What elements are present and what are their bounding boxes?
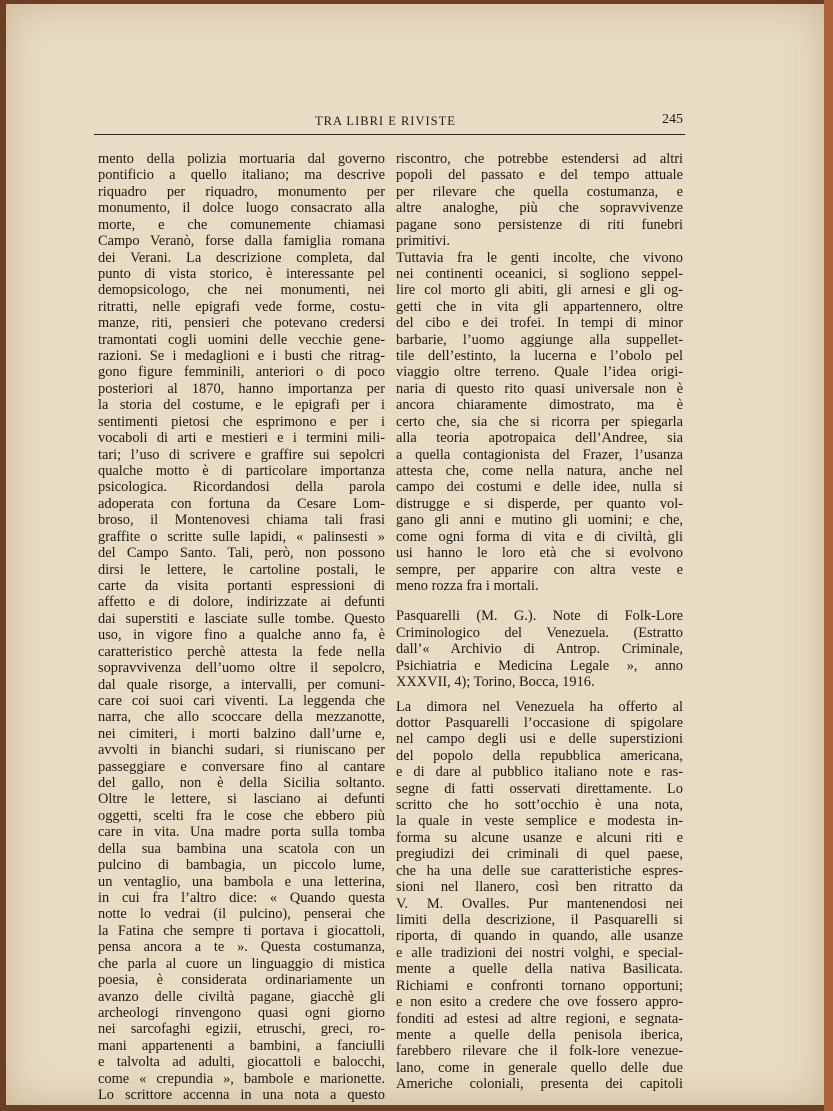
text-line: Lo scrittore accenna in una nota a questo xyxy=(98,1087,385,1104)
text-line: gono figure femminili, anteriori o di poco xyxy=(98,364,385,381)
text-line: posteriori al 1870, hanno importanza per xyxy=(98,380,385,397)
text-line: viaggio oltre terreno. Quale l’idea origi- xyxy=(396,364,683,381)
paragraph-gap xyxy=(396,691,683,699)
text-line: riporta, di quando in quando, alle usanze xyxy=(396,928,683,945)
text-line: oggetti, scelti fra le cose che ebbero più xyxy=(98,807,385,824)
text-line: pagane sono persistenze di riti funebri xyxy=(396,216,683,233)
text-line: la Fatina che sempre ti portava i giocattoli, xyxy=(98,922,385,939)
text-line: qualche motto è di particolare importanza xyxy=(98,463,385,480)
text-line: riscontro, che potrebbe estendersi ad altri xyxy=(396,151,683,167)
text-line: e alle tradizioni dei nostri volghi, e special- xyxy=(396,944,683,961)
text-line: tile dell’estinto, la lucerna e l’obolo pel xyxy=(396,348,683,365)
text-line: dall’« Archivio di Antrop. Criminale, xyxy=(396,641,683,658)
text-line: riquadro per riquadro, monumento per xyxy=(98,183,385,200)
text-line: psicologica. Ricordandosi della parola xyxy=(98,479,385,496)
text-line: razioni. Se i medaglioni e i busti che ritrag- xyxy=(98,348,385,365)
text-line: meno rozza fra i mortali. xyxy=(396,577,539,594)
text-line: Psichiatria e Medicina Legale », anno xyxy=(396,657,683,674)
text-line: Americhe coloniali, presenta dei capitoli xyxy=(396,1076,683,1093)
text-line: farebbero rilevare che il folk-lore venezue- xyxy=(396,1043,683,1060)
text-line: campo dei costumi e delle idee, nulla si xyxy=(396,479,683,496)
text-line: punto di vista storico, è interessante pel xyxy=(98,265,385,282)
text-line: nei cimiteri, i morti balzino dall’urne e, xyxy=(98,725,385,742)
text-line: e di dare al pubblico italiano note e ras- xyxy=(396,764,683,781)
text-line: primitivi. xyxy=(396,233,450,250)
text-line: caratteristico perchè attesta la fede nella xyxy=(98,643,385,660)
text-line: e non esito a credere che ove fossero appro- xyxy=(396,994,683,1011)
text-line: avanzo delle civiltà pagane, giacchè gli xyxy=(98,988,385,1005)
text-line: vocaboli di arti e mestieri e i termini mili- xyxy=(98,430,385,447)
text-line: manze, riti, pensieri che potevano credersi xyxy=(98,315,385,332)
text-line: La dimora nel Venezuela ha offerto al xyxy=(396,698,683,715)
text-line: morte, e che comunemente chiamasi xyxy=(98,216,385,233)
text-line: segne di fatti osservati direttamente. Lo xyxy=(396,780,683,797)
text-line: del Campo Santo. Tali, però, non possono xyxy=(98,545,385,562)
text-line: della sua bambina una scatola con un xyxy=(98,840,385,857)
text-line: popoli del passato e del tempo attuale xyxy=(396,167,683,184)
text-line: Criminologico del Venezuela. (Estratto xyxy=(396,624,683,641)
text-line: lano, come in generale quello delle due xyxy=(396,1059,683,1076)
text-line: ancora chiaramente dimostrato, ma è xyxy=(396,397,683,414)
text-line: sempre, per apparire con altra veste e xyxy=(396,561,683,578)
right-column xyxy=(396,151,683,1093)
text-line: del cibo e dei trofei. In tempi di minor xyxy=(396,315,683,332)
text-line: e talvolta ad adulti, giocattoli e balocchi, xyxy=(98,1054,385,1071)
text-line: gano gli anni e mutino gli uomini; e che, xyxy=(396,512,683,529)
text-line: del gallo, non è della Sicilia soltanto. xyxy=(98,775,385,792)
text-line: adoperata con fortuna da Cesare Lom- xyxy=(98,495,385,512)
text-line: affetto e di dolore, indirizzate ai defunti xyxy=(98,594,385,611)
text-line: nel campo degli usi e delle superstizioni xyxy=(396,731,683,748)
text-line: graffite o scritte sulle lapidi, « palinsesti » xyxy=(98,528,385,545)
text-line: demopsicologo, che nei monumenti, nei xyxy=(98,282,385,299)
text-line: uso, in vigore fino a qualche anno fa, è xyxy=(98,627,385,644)
text-line: per rilevare che quella costumanza, e xyxy=(396,183,683,200)
text-line: dal quale risorge, a intervalli, per comuni- xyxy=(98,676,385,693)
text-line: scritto che ho sott’occhio è una nota, xyxy=(396,797,683,814)
book-spine-edge xyxy=(824,0,833,1111)
text-line: naria di questo rito quasi universale non è xyxy=(396,380,683,397)
text-line: ritratti, nelle epigrafi vede forme, costu- xyxy=(98,298,385,315)
text-line: a quella contagionista del Frazer, l’usanza xyxy=(396,446,683,463)
text-line: pulcino di bambagia, un piccolo lume, xyxy=(98,857,385,874)
text-line: mento della polizia mortuaria dal governo xyxy=(98,151,385,167)
text-line: barbarie, l’uomo aggiunge alla suppellet- xyxy=(396,331,683,348)
text-line: usi hanno le loro età che si evolvono xyxy=(396,545,683,562)
text-line: narra, che allo scoccare della mezzanotte, xyxy=(98,709,385,726)
text-line: XXXVII, 4); Torino, Bocca, 1916. xyxy=(396,674,595,691)
text-line: nei continenti oceanici, si sogliono seppel- xyxy=(396,265,683,282)
text-line: sopravvivenza dell’uomo oltre il sepolcro, xyxy=(98,660,385,677)
text-line: Richiami e confronti tornano opportuni; xyxy=(396,977,683,994)
text-line: lire col morto gli abiti, gli arnesi e gli og- xyxy=(396,282,683,299)
text-line: passeggiare e conversare fino al cantare xyxy=(98,758,385,775)
text-line: forma su alcune usanze e alcuni riti e xyxy=(396,829,683,846)
text-line: avvolti in bianchi sudari, si riuniscano per xyxy=(98,742,385,759)
text-line: carte da visita portanti espressioni di xyxy=(98,577,385,594)
text-line: che parla al cuore un linguaggio di mistica xyxy=(98,955,385,972)
text-line: pensa ancora a te ». Questa costumanza, xyxy=(98,939,385,956)
text-line: notte lo vedrai (il pulcino), penserai che xyxy=(98,906,385,923)
text-line: limiti della descrizione, il Pasquarelli si xyxy=(396,911,683,928)
text-line: sentimenti pietosi che esprimono e per i xyxy=(98,413,385,430)
text-line: come ogni forma di vita e di civiltà, gli xyxy=(396,528,683,545)
text-line: archeologi rinvengono quasi ogni giorno xyxy=(98,1004,385,1021)
text-line: V. M. Ovalles. Pur mantenendosi nei xyxy=(396,895,683,912)
text-line: Campo Veranò, forse dalla famiglia romana xyxy=(98,233,385,250)
text-line: del popolo della repubblica americana, xyxy=(396,747,683,764)
text-line: pregiudizi dei criminali di quel paese, xyxy=(396,846,683,863)
text-line: altre analoghe, più che sopravvivenze xyxy=(396,200,683,217)
text-line: dai superstiti e lasciate sulle tombe. Questo xyxy=(98,610,385,627)
text-line: Tuttavia fra le genti incolte, che vivono xyxy=(396,249,683,266)
text-line: in cui fra l’altro dice: « Quando questa xyxy=(98,889,385,906)
running-header xyxy=(94,112,685,135)
text-line: fonditi ad estesi ad altre regioni, e segnata- xyxy=(396,1010,683,1027)
text-line: distrugge e si disperde, per quanto vol- xyxy=(396,495,683,512)
text-line: attesta che, come nella natura, anche nel xyxy=(396,463,683,480)
text-line: certo che, sia che si ricorra per spiegarla xyxy=(396,413,683,430)
text-line: la storia del costume, e le epigrafi per i xyxy=(98,397,385,414)
text-line: poesia, è considerata ordinariamente un xyxy=(98,972,385,989)
text-line: dirsi le lettere, le cartoline postali, le xyxy=(98,561,385,578)
paragraph-gap xyxy=(396,594,683,608)
text-line: un ventaglio, una bambola e una letterina, xyxy=(98,873,385,890)
text-line: la quale in veste semplice e modesta in- xyxy=(396,813,683,830)
text-line: che ha una delle sue caratteristiche espres- xyxy=(396,862,683,879)
text-line: mente a quelle della penisola iberica, xyxy=(396,1026,683,1043)
text-line: mente a quelle della nativa Basilicata. xyxy=(396,961,683,978)
text-line: tramontati cogli uomini delle vecchie gene- xyxy=(98,331,385,348)
text-line: care coi suoi cari viventi. La leggenda che xyxy=(98,692,385,709)
text-line: broso, il Montenovesi chiama tali frasi xyxy=(98,512,385,529)
text-line: nei sarcofaghi egizii, etruschi, greci, ro- xyxy=(98,1021,385,1038)
left-column xyxy=(98,151,385,1103)
text-line: alla teoria apotropaica dell’Andree, sia xyxy=(396,430,683,447)
text-line: come « crepundia », bambole e marionette. xyxy=(98,1070,385,1087)
text-line: pontificio a quello italiano; ma descrive xyxy=(98,167,385,184)
text-line: dei Verani. La descrizione completa, dal xyxy=(98,249,385,266)
text-line: mani appartenenti a bambini, a fanciulli xyxy=(98,1037,385,1054)
text-line: monumento, il dolce luogo consacrato alla xyxy=(98,200,385,217)
text-line: getti che in vita gli appartennero, oltre xyxy=(396,298,683,315)
text-line: Pasquarelli (M. G.). Note di Folk-Lore xyxy=(396,608,683,625)
text-line: sioni nel llanero, così ben ritratto da xyxy=(396,879,683,896)
text-line: tari; l’uso di scrivere e graffire sui sepolcri xyxy=(98,446,385,463)
text-line: dottor Pasquarelli l’occasione di spigolare xyxy=(396,714,683,731)
text-line: care in vita. Una madre porta sulla tomba xyxy=(98,824,385,841)
page-number: 245 xyxy=(662,112,683,127)
text-line: Oltre le lettere, si lasciano ai defunti xyxy=(98,791,385,808)
running-title: TRA LIBRI E RIVISTE xyxy=(315,114,456,128)
